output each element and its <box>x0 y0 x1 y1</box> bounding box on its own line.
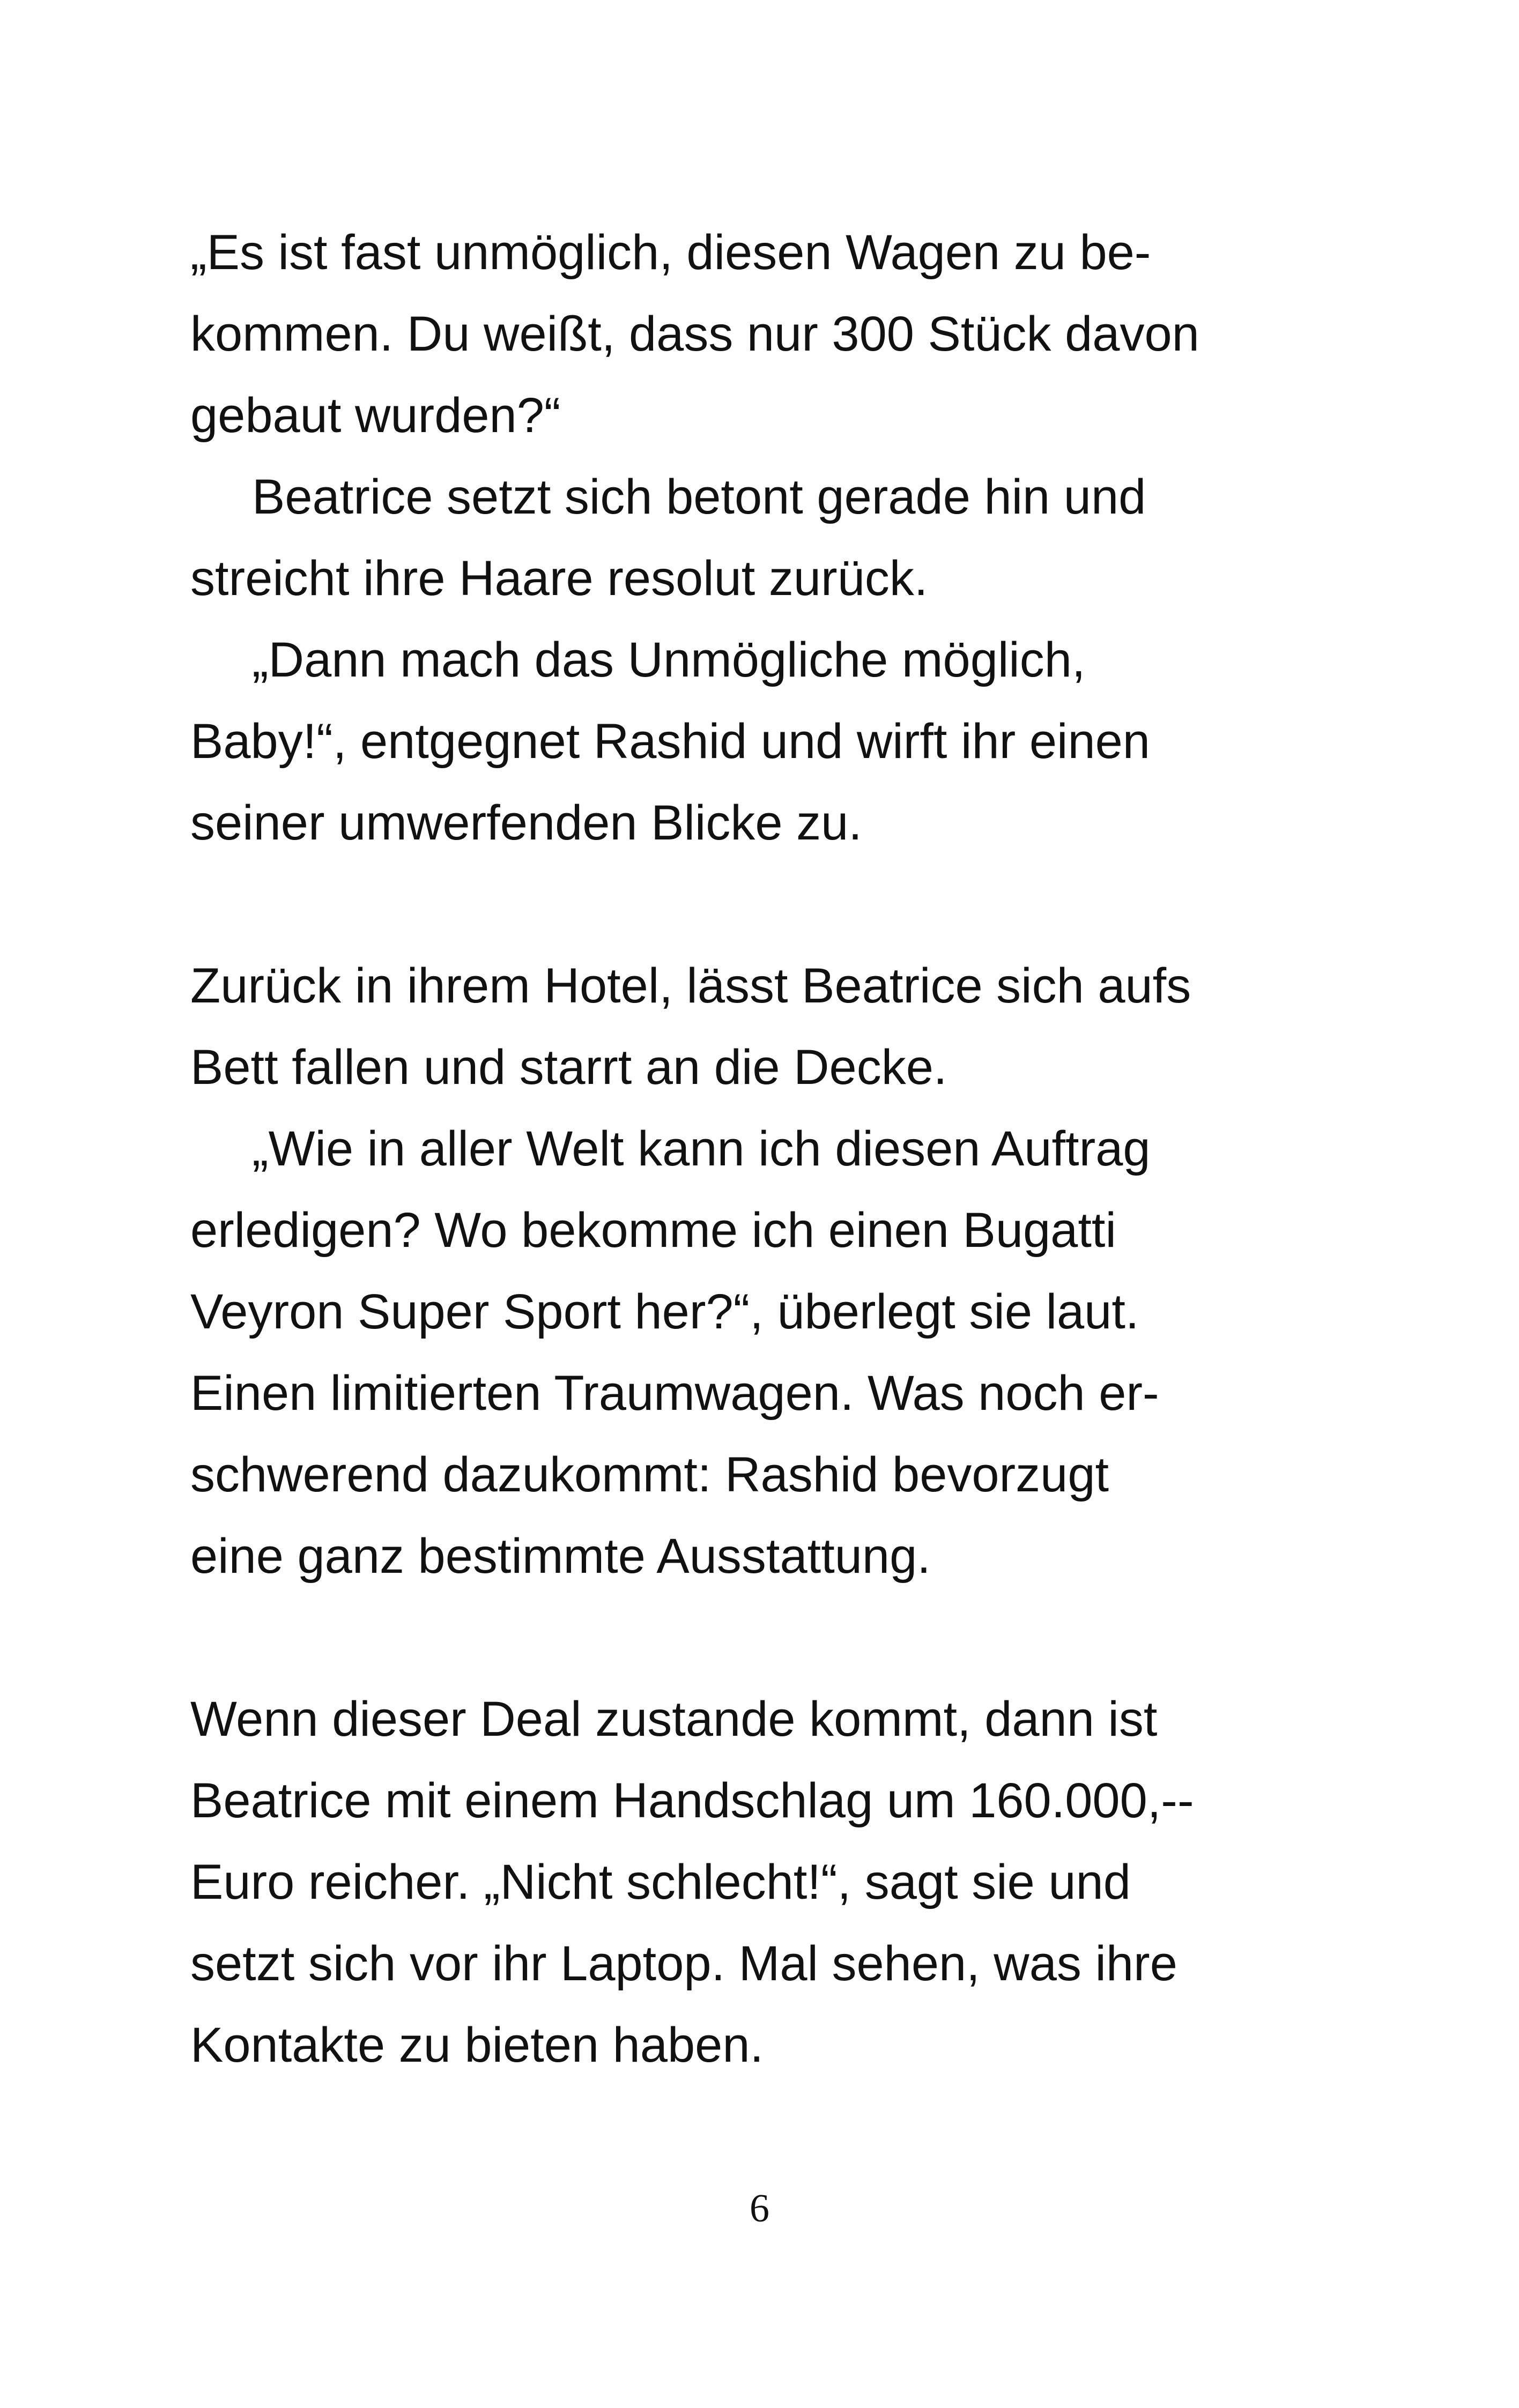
text-line: Beatrice mit einem Handschlag um 160.000,-- <box>190 1773 1194 1828</box>
paragraph-2 <box>190 456 1306 619</box>
text-line: Bett fallen und starrt an die Decke. <box>190 1040 947 1095</box>
text-line: eine ganz bestimmte Ausstattung. <box>190 1529 931 1584</box>
paragraph-5 <box>190 1108 1306 1597</box>
text-line: Zurück in ihrem Hotel, lässt Beatrice sich aufs <box>190 958 1191 1013</box>
text-line: Einen limitierten Traumwagen. Was noch er- <box>190 1366 1159 1421</box>
text-line: Kontakte zu bieten haben. <box>190 2018 764 2072</box>
text-line: Euro reicher. „Nicht schlecht!“, sagt sie und <box>190 1855 1131 1909</box>
text-line: kommen. Du weißt, dass nur 300 Stück davon <box>190 307 1199 361</box>
text-line: streicht ihre Haare resolut zurück. <box>190 551 928 606</box>
paragraph-6 <box>190 1678 1306 2086</box>
paragraph-1 <box>190 212 1306 456</box>
page-number: 6 <box>750 2187 769 2231</box>
text-line: Veyron Super Sport her?“, überlegt sie laut. <box>190 1284 1139 1339</box>
section-break <box>190 1597 1306 1678</box>
text-line: Baby!“, entgegnet Rashid und wirft ihr einen <box>190 714 1150 769</box>
text-line: „Wie in aller Welt kann ich diesen Auftrag <box>252 1121 1151 1176</box>
paragraph-3 <box>190 619 1306 864</box>
text-line: setzt sich vor ihr Laptop. Mal sehen, was ihre <box>190 1936 1177 1991</box>
text-line: gebaut wurden?“ <box>190 388 561 443</box>
body-text <box>190 212 1306 2086</box>
text-line: seiner umwerfenden Blicke zu. <box>190 796 862 850</box>
section-break <box>190 864 1306 945</box>
text-line: schwerend dazukommt: Rashid bevorzugt <box>190 1447 1109 1502</box>
text-line: „Es ist fast unmöglich, diesen Wagen zu be- <box>190 225 1151 280</box>
text-line: Beatrice setzt sich betont gerade hin und <box>252 470 1146 524</box>
text-line: Wenn dieser Deal zustande kommt, dann ist <box>190 1692 1158 1746</box>
paragraph-4 <box>190 945 1306 1108</box>
text-line: erledigen? Wo bekomme ich einen Bugatti <box>190 1203 1116 1258</box>
text-line: „Dann mach das Unmögliche möglich, <box>252 633 1086 687</box>
